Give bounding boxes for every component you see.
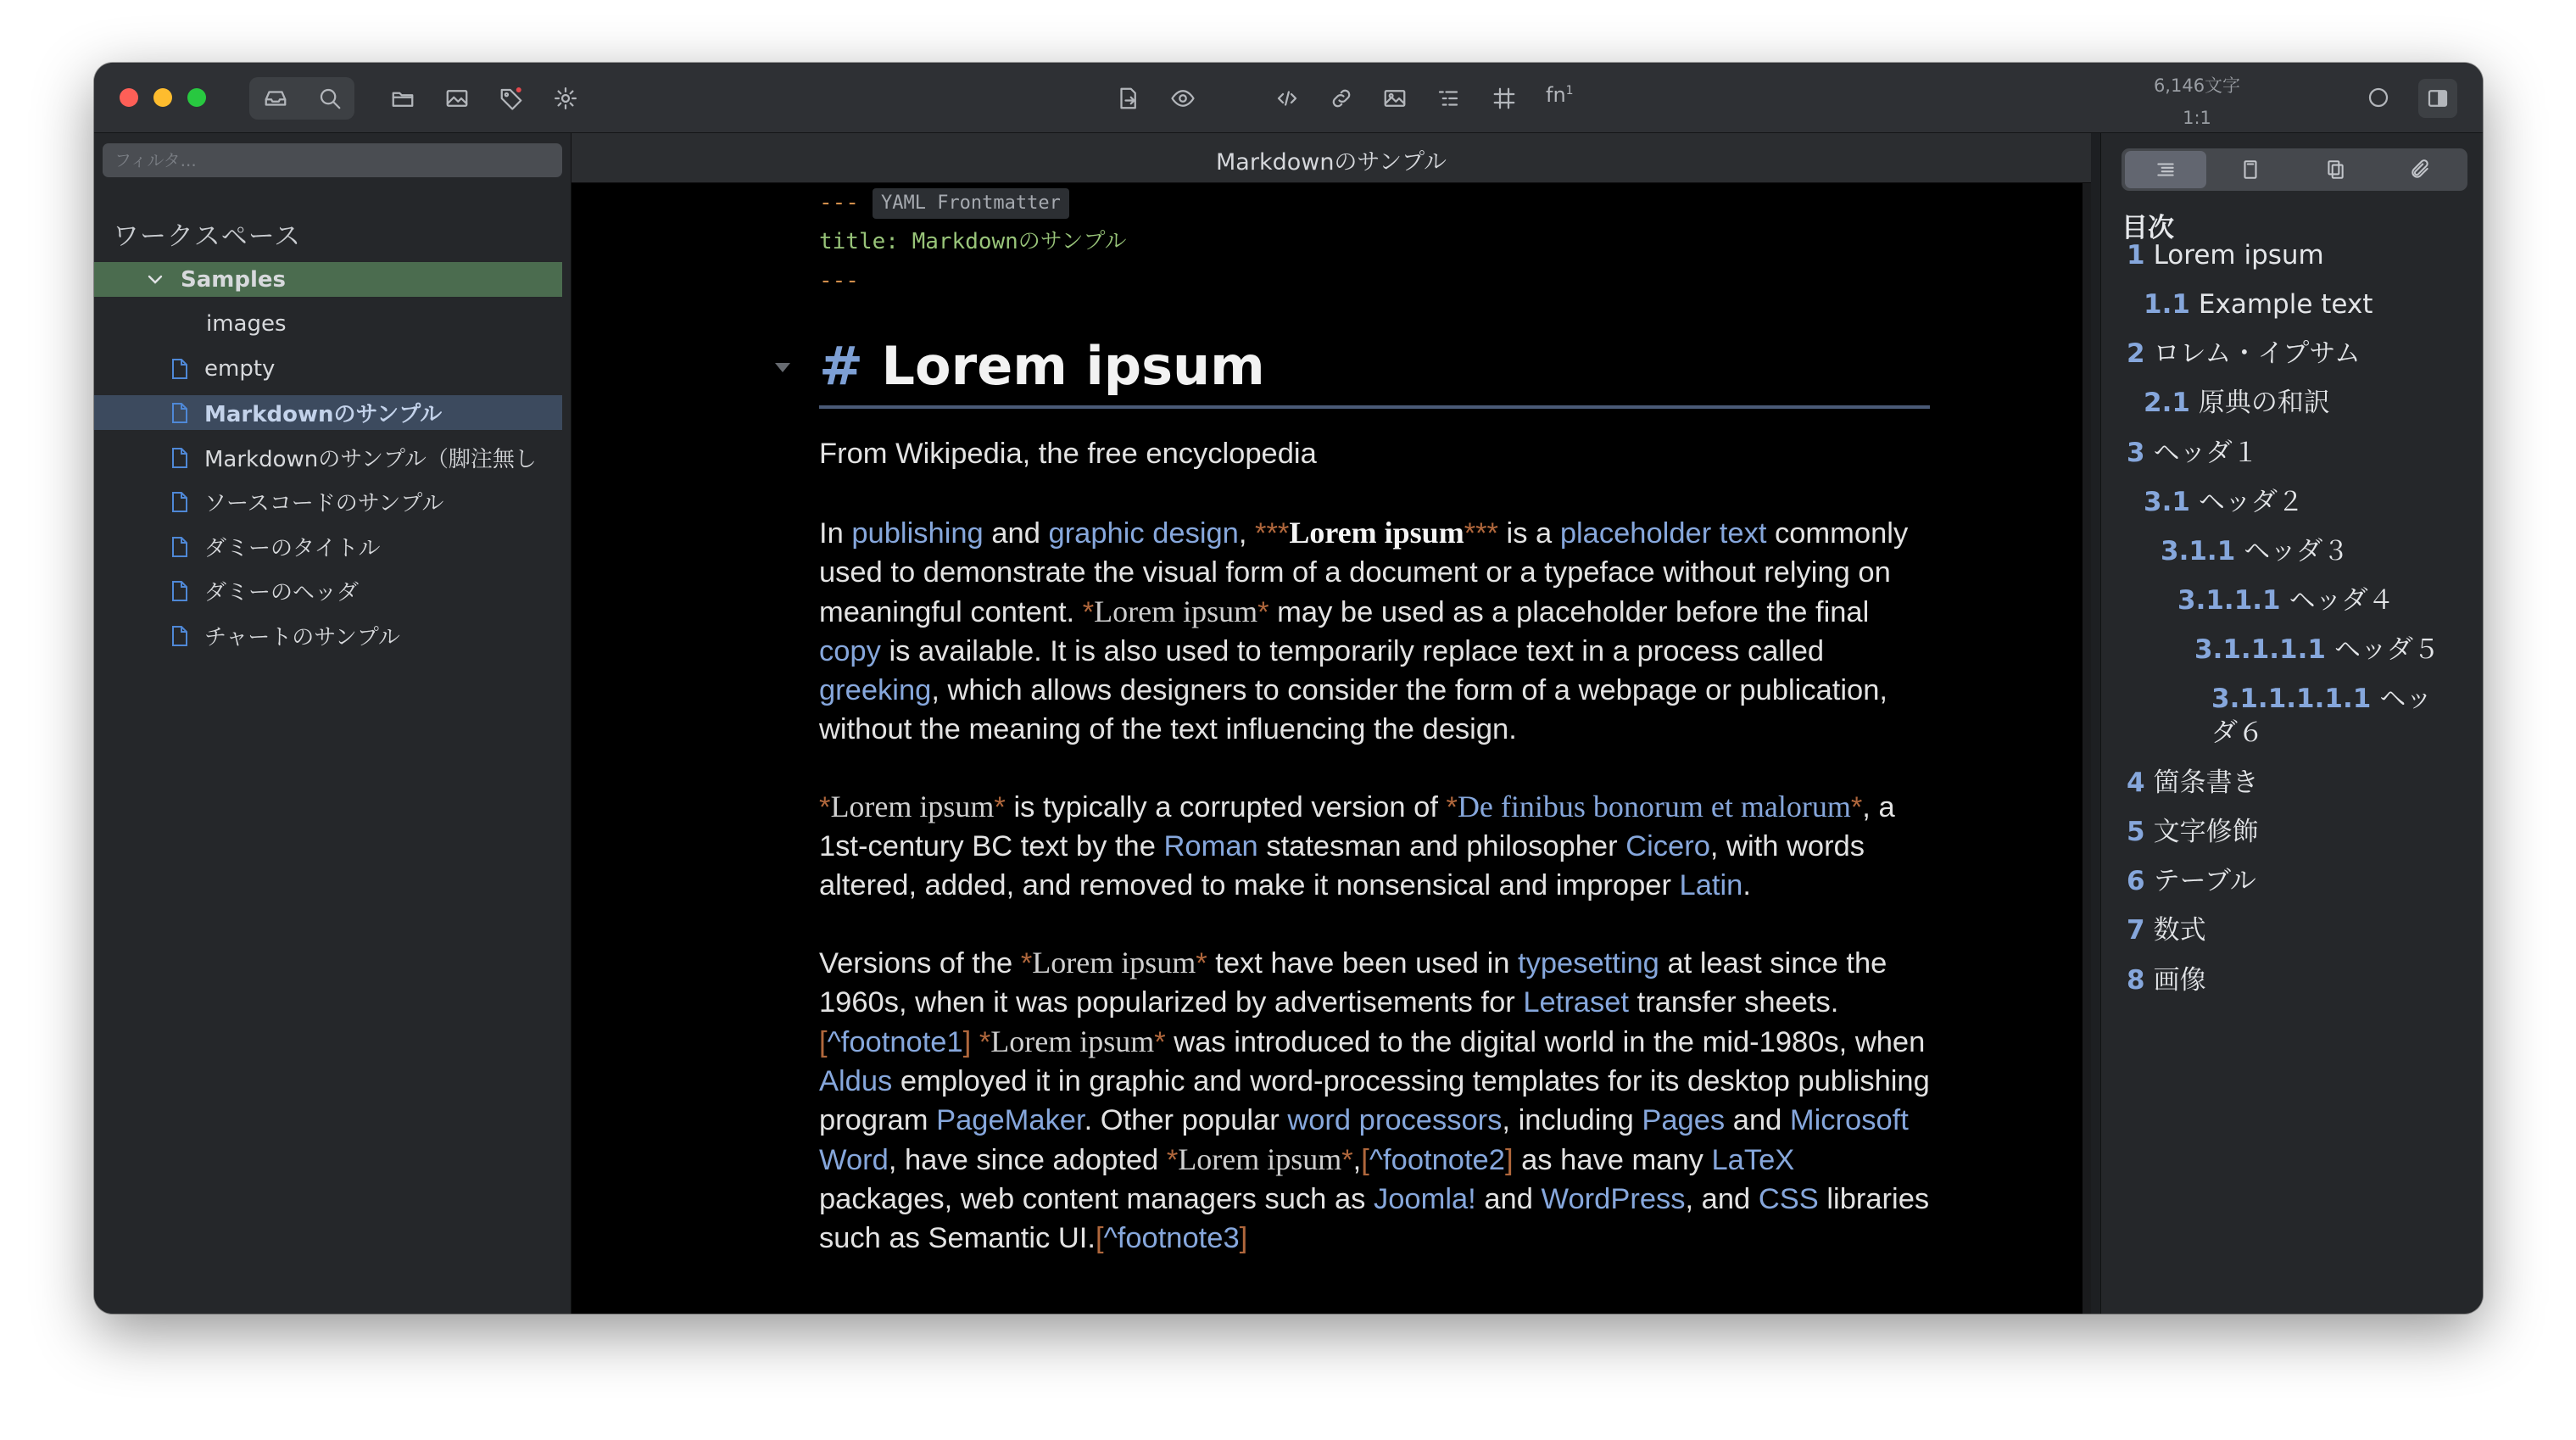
text: , and bbox=[1685, 1183, 1759, 1215]
markdown-marker: * bbox=[1082, 596, 1095, 628]
outline-label: Lorem ipsum bbox=[2153, 240, 2324, 271]
tree-item[interactable] bbox=[94, 618, 562, 653]
outline-number: 3.1 bbox=[2144, 487, 2190, 517]
outline-label: ヘッダ１ bbox=[2153, 438, 2259, 468]
open-folder-icon[interactable] bbox=[383, 79, 422, 118]
list-indent-icon[interactable] bbox=[1429, 79, 1468, 118]
italic-link[interactable]: De finibus bonorum et malorum bbox=[1457, 790, 1851, 823]
tag-icon[interactable] bbox=[492, 79, 531, 118]
link[interactable]: word processors bbox=[1287, 1104, 1503, 1136]
text: may be used as a placeholder before the final bbox=[1268, 596, 1870, 628]
outline-number: 1.1 bbox=[2144, 289, 2190, 320]
link[interactable]: Pages bbox=[1642, 1104, 1726, 1136]
link[interactable]: copy bbox=[819, 635, 881, 667]
markdown-marker: * bbox=[1446, 791, 1458, 823]
tree-item[interactable] bbox=[94, 306, 562, 341]
markdown-marker: [ bbox=[1095, 1222, 1104, 1254]
outline-item[interactable] bbox=[2177, 583, 2483, 617]
related-files-tab-icon[interactable] bbox=[2294, 151, 2376, 188]
file-icon bbox=[170, 580, 189, 602]
text: statesman and philosopher bbox=[1257, 830, 1626, 862]
outline-label: テーブル bbox=[2153, 866, 2256, 896]
folder-label: Samples bbox=[181, 266, 286, 293]
text: packages, web content managers such as bbox=[819, 1183, 1374, 1215]
outline-number: 2 bbox=[2127, 338, 2145, 369]
tree-folder-samples[interactable] bbox=[94, 262, 562, 297]
link[interactable]: placeholder text bbox=[1559, 517, 1767, 550]
outline-item[interactable] bbox=[2144, 386, 2483, 420]
outline-label: ヘッダ５ bbox=[2333, 634, 2439, 665]
outline-item[interactable] bbox=[2144, 287, 2483, 321]
yaml-badge: YAML Frontmatter bbox=[873, 188, 1069, 219]
tree-item-selected[interactable] bbox=[94, 395, 562, 430]
text: employed it in graphic and word-processing templates for its desktop publishing program bbox=[819, 1065, 1930, 1136]
file-icon bbox=[170, 536, 189, 558]
outline-number: 2.1 bbox=[2144, 388, 2190, 418]
text: . bbox=[1742, 869, 1751, 901]
toolbar bbox=[94, 63, 2483, 133]
panel-mode-segmented-control bbox=[2122, 148, 2467, 191]
text: , a 1st-century BC text by the bbox=[819, 791, 1895, 862]
link[interactable]: typesetting bbox=[1518, 947, 1659, 980]
link[interactable]: PageMaker bbox=[936, 1104, 1084, 1136]
toggle-right-panel-icon[interactable] bbox=[2418, 79, 2457, 118]
insert-image-icon[interactable] bbox=[1375, 79, 1414, 118]
outline-item[interactable] bbox=[2161, 534, 2483, 568]
outline-item[interactable] bbox=[2194, 633, 2483, 667]
tree-item-label: チャートのサンプル bbox=[204, 625, 400, 650]
outline-item[interactable] bbox=[2127, 913, 2474, 947]
footnote-ref[interactable]: ^footnote2 bbox=[1369, 1144, 1505, 1176]
link[interactable]: Joomla! bbox=[1373, 1183, 1476, 1215]
outline-number: 3.1.1.1.1.1 bbox=[2211, 684, 2372, 714]
text: and bbox=[1725, 1104, 1790, 1136]
text: In bbox=[819, 517, 852, 550]
heading-1 bbox=[819, 335, 1930, 409]
document-title: Markdownのサンプル bbox=[1216, 149, 1447, 176]
outline-label: 画像 bbox=[2153, 965, 2206, 996]
outline-item[interactable] bbox=[2127, 815, 2474, 849]
text: is typically a corrupted version of bbox=[1005, 791, 1447, 823]
tree-item[interactable] bbox=[94, 484, 562, 519]
text: is available. It is also used to temporarily replace text in a process called bbox=[880, 635, 1825, 667]
close-window-button[interactable] bbox=[120, 88, 138, 107]
yaml-frontmatter bbox=[819, 183, 1126, 300]
outline-label: ヘッダ６ bbox=[2211, 684, 2433, 748]
export-icon[interactable] bbox=[1108, 79, 1147, 118]
outline-item[interactable] bbox=[2127, 963, 2474, 997]
outline-item[interactable] bbox=[2211, 682, 2457, 750]
tree-item-label: ダミーのヘッダ bbox=[204, 580, 360, 606]
markdown-editor[interactable] bbox=[572, 183, 2091, 1314]
italic-text: Lorem ipsum bbox=[990, 1024, 1155, 1058]
markdown-marker: ] bbox=[1504, 1144, 1514, 1176]
heading-collapse-icon[interactable] bbox=[775, 363, 790, 372]
link[interactable]: Aldus bbox=[819, 1065, 893, 1097]
settings-gear-icon[interactable] bbox=[546, 79, 585, 118]
tree-item-label: ソースコードのサンプル bbox=[204, 491, 444, 516]
text: Versions of the bbox=[819, 947, 1021, 980]
paragraph bbox=[819, 513, 1930, 749]
document-titlebar bbox=[572, 133, 2091, 183]
outline-label: Example text bbox=[2198, 289, 2373, 320]
outline-item[interactable] bbox=[2127, 436, 2474, 470]
markdown-marker: ] bbox=[1239, 1222, 1248, 1254]
outline-item[interactable] bbox=[2127, 766, 2474, 800]
heading-text: Lorem ipsum bbox=[881, 335, 1265, 397]
markdown-marker: * bbox=[1341, 1144, 1353, 1176]
workspace-title: ワークスペース bbox=[113, 221, 302, 252]
text: transfer sheets. bbox=[1629, 986, 1839, 1019]
app-window bbox=[94, 63, 2483, 1314]
yaml-value: Markdownのサンプル bbox=[912, 229, 1127, 254]
tree-item-label: empty bbox=[204, 355, 276, 382]
outline-label: ヘッダ３ bbox=[2244, 536, 2350, 567]
outline-number: 3.1.1.1 bbox=[2177, 585, 2281, 616]
outline-title: 目次 bbox=[2122, 213, 2174, 243]
outline-label: ヘッダ２ bbox=[2198, 487, 2304, 517]
yaml-open-line bbox=[819, 183, 1126, 222]
character-counter bbox=[2121, 70, 2273, 134]
document-info-tab-icon[interactable] bbox=[2210, 151, 2291, 188]
file-tree-icon[interactable] bbox=[256, 79, 295, 118]
italic-text: Lorem ipsum bbox=[1094, 594, 1258, 628]
text: . Other popular bbox=[1084, 1104, 1288, 1136]
text: , which allows designers to consider the form of a webpage or publication, without the meaning of the text influencing the design. bbox=[819, 674, 1887, 745]
markdown-marker: ] bbox=[962, 1026, 972, 1058]
attachment-tab-icon[interactable] bbox=[2379, 151, 2461, 188]
text: libraries such as Semantic UI. bbox=[819, 1183, 1930, 1254]
outline-item[interactable] bbox=[2127, 238, 2474, 272]
link[interactable]: graphic design bbox=[1048, 517, 1239, 550]
text: was introduced to the digital world in the mid-1980s, when bbox=[1165, 1026, 1926, 1058]
outline-number: 4 bbox=[2127, 767, 2145, 798]
footnote-ref[interactable]: ^footnote3 bbox=[1103, 1222, 1240, 1254]
text: and bbox=[983, 517, 1049, 550]
file-icon bbox=[170, 491, 189, 513]
file-icon bbox=[170, 402, 189, 424]
markdown-marker: *** bbox=[1464, 517, 1498, 550]
minimize-window-button[interactable] bbox=[153, 88, 172, 107]
tree-item-label: ダミーのタイトル bbox=[204, 536, 381, 561]
outline-label: ヘッダ４ bbox=[2289, 585, 2395, 616]
outline-number: 8 bbox=[2127, 965, 2145, 996]
link[interactable]: Roman bbox=[1163, 830, 1258, 862]
link[interactable]: greeking bbox=[819, 674, 932, 706]
text: , including bbox=[1502, 1104, 1642, 1136]
footnote-ref[interactable]: ^footnote1 bbox=[827, 1026, 963, 1058]
outline-label: 数式 bbox=[2153, 915, 2206, 946]
text: at least since the 1960s, when it was popularized by advertisements for bbox=[819, 947, 1887, 1019]
tree-item-label: Markdownのサンプル（脚注無し bbox=[204, 447, 537, 472]
markdown-marker: * bbox=[994, 791, 1006, 823]
text: , bbox=[1352, 1144, 1362, 1176]
search-icon[interactable] bbox=[310, 79, 349, 118]
text: commonly used to demonstrate the visual form of a document or a typeface without relying on meaningful content. bbox=[819, 517, 1909, 628]
code-icon[interactable] bbox=[1268, 79, 1307, 118]
tree-item[interactable] bbox=[94, 440, 562, 475]
char-count: 6,146文字 bbox=[2153, 75, 2241, 96]
editor-scrollbar[interactable] bbox=[2083, 183, 2091, 1314]
file-icon bbox=[170, 358, 189, 380]
file-icon bbox=[170, 447, 189, 469]
link[interactable]: Latin bbox=[1679, 869, 1743, 901]
markdown-marker: * bbox=[1020, 947, 1033, 980]
link[interactable]: Cicero bbox=[1625, 830, 1710, 862]
preview-eye-icon[interactable] bbox=[1163, 79, 1202, 118]
outline-number: 3 bbox=[2127, 438, 2145, 468]
heading-hash: # bbox=[819, 335, 863, 397]
zoom-window-button[interactable] bbox=[187, 88, 206, 107]
cursor-position: 1:1 bbox=[2183, 108, 2211, 128]
outline-label: 原典の和訳 bbox=[2198, 388, 2330, 418]
italic-text: Lorem ipsum bbox=[1032, 946, 1196, 980]
text: , have since adopted bbox=[888, 1144, 1167, 1176]
tree-item[interactable] bbox=[94, 351, 562, 386]
text: as have many bbox=[1513, 1144, 1712, 1176]
chevron-down-icon[interactable] bbox=[145, 270, 165, 290]
outline-item[interactable] bbox=[2144, 485, 2483, 519]
link[interactable]: Microsoft Word bbox=[819, 1104, 1909, 1176]
text: and bbox=[1475, 1183, 1542, 1215]
image-icon[interactable] bbox=[438, 79, 477, 118]
outline-number: 6 bbox=[2127, 866, 2145, 896]
footnote-button[interactable]: $fn^1$ bbox=[1546, 83, 1574, 107]
markdown-marker: * bbox=[1154, 1026, 1166, 1058]
tree-item[interactable] bbox=[94, 573, 562, 608]
outline-panel bbox=[2100, 133, 2483, 1314]
text: is a bbox=[1497, 517, 1560, 550]
markdown-marker: * bbox=[1166, 1144, 1179, 1176]
file-icon bbox=[170, 625, 189, 647]
text: , bbox=[1238, 517, 1256, 550]
italic-text: Lorem ipsum bbox=[1178, 1142, 1342, 1176]
text: text have been used in bbox=[1207, 947, 1519, 980]
tree-item[interactable] bbox=[94, 529, 562, 564]
link[interactable]: LaTeX bbox=[1711, 1144, 1795, 1176]
paragraph bbox=[819, 943, 1930, 1258]
outline-number: 1 bbox=[2127, 240, 2145, 271]
markdown-marker: * bbox=[979, 1026, 991, 1058]
markdown-marker: * bbox=[1257, 596, 1269, 628]
file-sidebar bbox=[94, 133, 572, 1314]
yaml-key: title: bbox=[819, 229, 899, 254]
text bbox=[971, 1026, 979, 1058]
circle-status-icon[interactable] bbox=[2359, 78, 2398, 117]
outline-tab-icon[interactable] bbox=[2125, 151, 2206, 188]
link[interactable]: WordPress bbox=[1541, 1183, 1686, 1215]
markdown-marker: *** bbox=[1255, 517, 1290, 550]
outline-number: 3.1.1.1.1 bbox=[2194, 634, 2326, 665]
outline-number: 3.1.1 bbox=[2161, 536, 2236, 567]
yaml-close-line: --- bbox=[819, 268, 859, 293]
yaml-title-line bbox=[819, 222, 1126, 261]
outline-label: ロレム・イプサム bbox=[2153, 338, 2361, 369]
paragraph bbox=[819, 787, 1930, 905]
outline-number: 7 bbox=[2127, 915, 2145, 946]
filter-input[interactable] bbox=[103, 143, 562, 177]
link[interactable]: publishing bbox=[851, 517, 984, 550]
italic-text: Lorem ipsum bbox=[830, 790, 995, 823]
outline-item[interactable] bbox=[2127, 337, 2474, 371]
text: , with words altered, added, and removed to make it nonsensical and improper bbox=[819, 830, 1865, 901]
tree-item-label: Markdownのサンプル bbox=[204, 402, 443, 427]
markdown-marker: [ bbox=[819, 1026, 828, 1058]
markdown-marker: * bbox=[1196, 947, 1207, 980]
outline-label: 文字修飾 bbox=[2153, 817, 2259, 847]
tree-item-label: images bbox=[206, 310, 287, 337]
link-icon[interactable] bbox=[1322, 79, 1361, 118]
markdown-marker: * bbox=[1850, 791, 1863, 823]
markdown-marker: * bbox=[819, 791, 831, 823]
link[interactable]: CSS bbox=[1758, 1183, 1819, 1215]
bold-italic-text: Lorem ipsum bbox=[1289, 516, 1464, 550]
yaml-dashes: --- bbox=[819, 190, 859, 215]
outline-number: 5 bbox=[2127, 817, 2145, 847]
outline-label: 箇条書き bbox=[2153, 767, 2259, 798]
markdown-marker: [ bbox=[1361, 1144, 1369, 1176]
paragraph: From Wikipedia, the free encyclopedia bbox=[819, 438, 1317, 470]
outline-item[interactable] bbox=[2127, 864, 2474, 898]
link[interactable]: Letraset bbox=[1523, 986, 1630, 1019]
table-icon[interactable] bbox=[1485, 79, 1524, 118]
